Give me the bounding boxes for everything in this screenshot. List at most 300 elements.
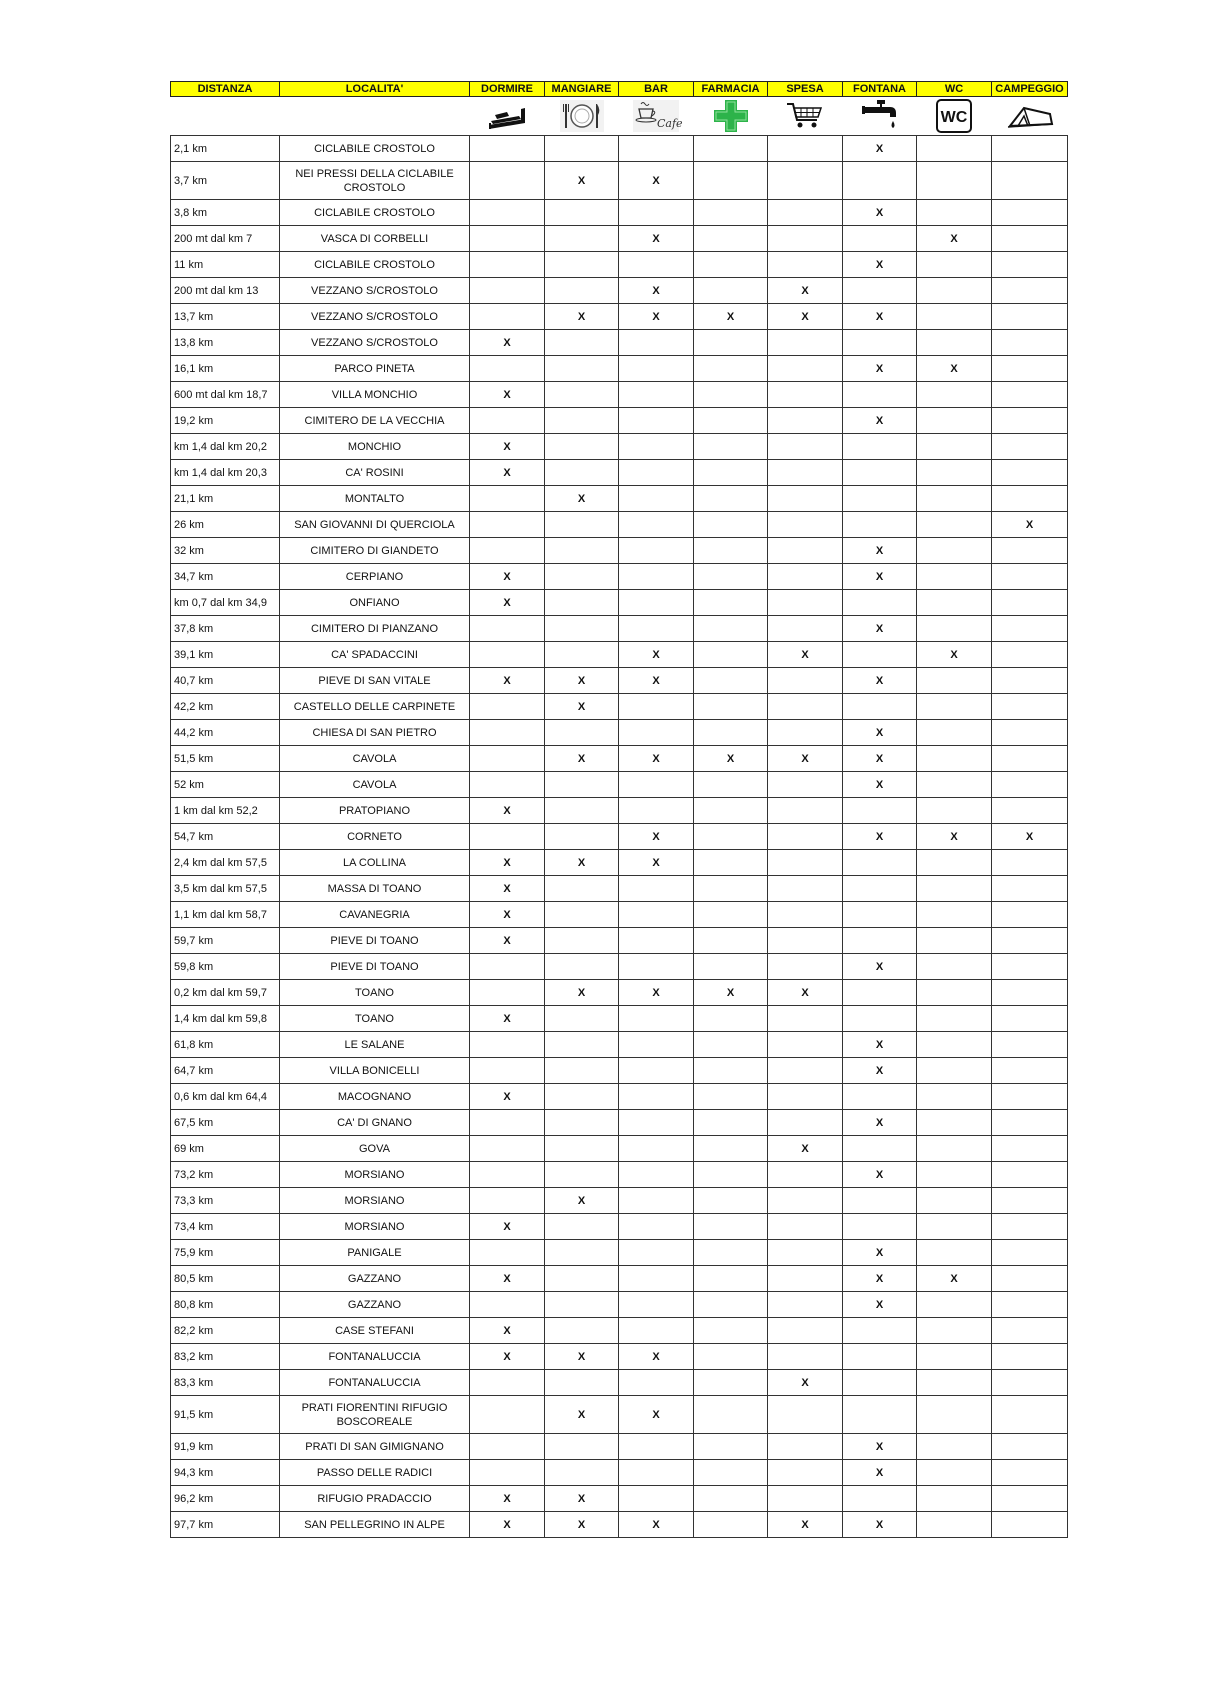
cell-spesa — [768, 382, 843, 408]
cell-localita: GOVA — [280, 1136, 470, 1162]
cell-mangiare: X — [545, 746, 619, 772]
cell-bar — [619, 1110, 694, 1136]
cell-wc — [917, 200, 992, 226]
cell-campeggio — [992, 1460, 1068, 1486]
cell-mangiare — [545, 876, 619, 902]
cell-dormire — [470, 538, 545, 564]
cell-campeggio — [992, 1032, 1068, 1058]
cell-dormire — [470, 954, 545, 980]
header-spesa: SPESA — [768, 82, 843, 97]
cell-dormire: X — [470, 668, 545, 694]
cell-spesa — [768, 538, 843, 564]
cell-farmacia — [694, 408, 768, 434]
cell-bar — [619, 1136, 694, 1162]
table-row — [171, 162, 1068, 200]
cell-distanza: 61,8 km — [171, 1032, 280, 1058]
cell-mangiare: X — [545, 850, 619, 876]
cell-mangiare: X — [545, 694, 619, 720]
cell-spesa — [768, 694, 843, 720]
table-row — [171, 1240, 1068, 1266]
cell-fontana — [843, 1318, 917, 1344]
table-row — [171, 772, 1068, 798]
cell-bar — [619, 434, 694, 460]
cell-localita: VEZZANO S/CROSTOLO — [280, 278, 470, 304]
table-row — [171, 1136, 1068, 1162]
cell-bar — [619, 1266, 694, 1292]
cell-spesa: X — [768, 1512, 843, 1538]
header-bar: BAR — [619, 82, 694, 97]
cell-spesa: X — [768, 746, 843, 772]
cell-spesa — [768, 590, 843, 616]
cell-fontana — [843, 486, 917, 512]
cell-localita: MORSIANO — [280, 1214, 470, 1240]
cell-farmacia — [694, 954, 768, 980]
table-body — [171, 136, 1068, 1538]
cell-bar — [619, 1486, 694, 1512]
table-row — [171, 1266, 1068, 1292]
water-tap-icon — [843, 97, 917, 136]
cell-dormire — [470, 824, 545, 850]
cell-mangiare — [545, 928, 619, 954]
cell-mangiare — [545, 1240, 619, 1266]
cell-dormire — [470, 1162, 545, 1188]
cell-localita: LE SALANE — [280, 1032, 470, 1058]
cell-distanza: 59,8 km — [171, 954, 280, 980]
cell-bar — [619, 512, 694, 538]
cell-localita: PRATOPIANO — [280, 798, 470, 824]
cell-wc: X — [917, 824, 992, 850]
cell-spesa — [768, 1006, 843, 1032]
cell-bar — [619, 1032, 694, 1058]
table-row — [171, 1396, 1068, 1434]
cell-spesa — [768, 512, 843, 538]
cell-wc: X — [917, 1266, 992, 1292]
table-row — [171, 824, 1068, 850]
cell-wc — [917, 1318, 992, 1344]
cell-spesa — [768, 616, 843, 642]
cell-spesa — [768, 876, 843, 902]
cell-bar — [619, 590, 694, 616]
cell-fontana: X — [843, 304, 917, 330]
cell-bar — [619, 252, 694, 278]
cell-fontana: X — [843, 772, 917, 798]
cell-bar — [619, 330, 694, 356]
cell-wc — [917, 1084, 992, 1110]
cell-localita: CASE STEFANI — [280, 1318, 470, 1344]
cell-bar — [619, 200, 694, 226]
header-fontana: FONTANA — [843, 82, 917, 97]
cell-farmacia — [694, 772, 768, 798]
cell-wc — [917, 746, 992, 772]
cell-campeggio — [992, 902, 1068, 928]
cell-farmacia — [694, 928, 768, 954]
cell-distanza: 82,2 km — [171, 1318, 280, 1344]
cell-farmacia — [694, 1032, 768, 1058]
cell-wc — [917, 1370, 992, 1396]
cell-distanza: 19,2 km — [171, 408, 280, 434]
cell-distanza: 51,5 km — [171, 746, 280, 772]
cell-campeggio — [992, 1110, 1068, 1136]
cell-fontana: X — [843, 954, 917, 980]
cell-spesa — [768, 330, 843, 356]
cell-dormire — [470, 1188, 545, 1214]
cell-farmacia — [694, 1344, 768, 1370]
cell-fontana — [843, 434, 917, 460]
cell-mangiare — [545, 798, 619, 824]
cell-campeggio — [992, 304, 1068, 330]
cell-localita: PANIGALE — [280, 1240, 470, 1266]
cell-localita: CA' SPADACCINI — [280, 642, 470, 668]
cell-wc — [917, 434, 992, 460]
cell-distanza: 96,2 km — [171, 1486, 280, 1512]
cell-bar — [619, 1214, 694, 1240]
cell-wc — [917, 798, 992, 824]
cell-distanza: 91,9 km — [171, 1434, 280, 1460]
cell-wc — [917, 1006, 992, 1032]
cell-fontana: X — [843, 252, 917, 278]
cell-wc — [917, 1292, 992, 1318]
cell-fontana — [843, 876, 917, 902]
table-row — [171, 1434, 1068, 1460]
cell-mangiare — [545, 382, 619, 408]
cell-farmacia — [694, 330, 768, 356]
cell-dormire: X — [470, 330, 545, 356]
cell-dormire — [470, 252, 545, 278]
cell-bar — [619, 616, 694, 642]
cell-bar: X — [619, 304, 694, 330]
cell-bar — [619, 1162, 694, 1188]
cell-dormire — [470, 278, 545, 304]
cell-wc — [917, 928, 992, 954]
cell-mangiare — [545, 564, 619, 590]
cell-bar: X — [619, 1344, 694, 1370]
cell-localita: CICLABILE CROSTOLO — [280, 136, 470, 162]
header-row — [171, 82, 1068, 97]
cell-spesa: X — [768, 278, 843, 304]
cell-campeggio — [992, 278, 1068, 304]
cell-bar: X — [619, 746, 694, 772]
cell-fontana: X — [843, 538, 917, 564]
cell-wc — [917, 538, 992, 564]
cell-mangiare — [545, 226, 619, 252]
header-campeggio: CAMPEGGIO — [992, 82, 1068, 97]
cell-localita: VEZZANO S/CROSTOLO — [280, 304, 470, 330]
cell-localita: CERPIANO — [280, 564, 470, 590]
cell-farmacia — [694, 434, 768, 460]
cell-localita: CAVOLA — [280, 772, 470, 798]
cell-mangiare — [545, 1266, 619, 1292]
cell-farmacia — [694, 694, 768, 720]
cell-spesa — [768, 1486, 843, 1512]
cell-campeggio — [992, 1006, 1068, 1032]
cell-fontana: X — [843, 356, 917, 382]
cell-farmacia: X — [694, 746, 768, 772]
cell-localita: MONTALTO — [280, 486, 470, 512]
cell-fontana — [843, 798, 917, 824]
cell-wc — [917, 1188, 992, 1214]
cell-localita: MORSIANO — [280, 1188, 470, 1214]
cell-fontana — [843, 382, 917, 408]
cell-dormire — [470, 720, 545, 746]
cell-distanza: 32 km — [171, 538, 280, 564]
cell-distanza: 39,1 km — [171, 642, 280, 668]
cell-campeggio — [992, 538, 1068, 564]
cell-distanza: 80,5 km — [171, 1266, 280, 1292]
cell-spesa — [768, 1266, 843, 1292]
cell-dormire — [470, 1434, 545, 1460]
cell-spesa — [768, 954, 843, 980]
cell-localita: MACOGNANO — [280, 1084, 470, 1110]
cell-wc — [917, 876, 992, 902]
cell-bar: X — [619, 1396, 694, 1434]
cell-dormire: X — [470, 1318, 545, 1344]
cell-farmacia — [694, 1084, 768, 1110]
cell-wc: X — [917, 642, 992, 668]
cell-mangiare: X — [545, 668, 619, 694]
table-row — [171, 408, 1068, 434]
table-row — [171, 850, 1068, 876]
cell-spesa — [768, 850, 843, 876]
cell-campeggio — [992, 590, 1068, 616]
cell-farmacia — [694, 226, 768, 252]
cell-wc — [917, 980, 992, 1006]
cell-wc — [917, 1486, 992, 1512]
cell-distanza: 97,7 km — [171, 1512, 280, 1538]
cell-spesa — [768, 1344, 843, 1370]
cell-farmacia — [694, 824, 768, 850]
cell-wc — [917, 850, 992, 876]
cell-dormire: X — [470, 1214, 545, 1240]
cell-wc — [917, 1460, 992, 1486]
table-row — [171, 1370, 1068, 1396]
cell-spesa — [768, 252, 843, 278]
cell-distanza: 0,2 km dal km 59,7 — [171, 980, 280, 1006]
cell-wc — [917, 408, 992, 434]
cell-dormire — [470, 1370, 545, 1396]
cell-localita: PRATI FIORENTINI RIFUGIO BOSCOREALE — [280, 1396, 470, 1434]
cell-fontana: X — [843, 1512, 917, 1538]
cell-farmacia — [694, 1162, 768, 1188]
cell-farmacia — [694, 1396, 768, 1434]
cell-distanza: 83,2 km — [171, 1344, 280, 1370]
cell-fontana — [843, 1486, 917, 1512]
table-row — [171, 434, 1068, 460]
cell-fontana: X — [843, 1110, 917, 1136]
cell-distanza: 64,7 km — [171, 1058, 280, 1084]
cell-spesa — [768, 434, 843, 460]
cell-farmacia — [694, 720, 768, 746]
table-row — [171, 564, 1068, 590]
cell-campeggio — [992, 772, 1068, 798]
table-row — [171, 1512, 1068, 1538]
cell-dormire — [470, 408, 545, 434]
cell-bar — [619, 1006, 694, 1032]
cell-localita: VEZZANO S/CROSTOLO — [280, 330, 470, 356]
cell-wc — [917, 616, 992, 642]
cell-bar — [619, 1434, 694, 1460]
cell-distanza: 200 mt dal km 13 — [171, 278, 280, 304]
cell-wc — [917, 1058, 992, 1084]
table-row — [171, 720, 1068, 746]
cell-localita: CIMITERO DE LA VECCHIA — [280, 408, 470, 434]
cell-campeggio — [992, 1370, 1068, 1396]
table-row — [171, 1188, 1068, 1214]
cell-campeggio — [992, 1240, 1068, 1266]
cell-spesa — [768, 798, 843, 824]
cell-dormire — [470, 642, 545, 668]
cell-spesa — [768, 1188, 843, 1214]
cell-mangiare — [545, 1162, 619, 1188]
cell-dormire: X — [470, 902, 545, 928]
cell-distanza: 42,2 km — [171, 694, 280, 720]
cell-wc — [917, 902, 992, 928]
cell-spesa — [768, 356, 843, 382]
cell-localita: CHIESA DI SAN PIETRO — [280, 720, 470, 746]
cell-bar — [619, 694, 694, 720]
table-row — [171, 1058, 1068, 1084]
cell-farmacia — [694, 356, 768, 382]
cell-dormire: X — [470, 434, 545, 460]
table-row — [171, 460, 1068, 486]
cell-mangiare: X — [545, 1344, 619, 1370]
cell-campeggio — [992, 1512, 1068, 1538]
cell-mangiare — [545, 1460, 619, 1486]
table-row — [171, 694, 1068, 720]
cell-fontana: X — [843, 1058, 917, 1084]
icon-blank — [280, 97, 470, 136]
cell-distanza: 59,7 km — [171, 928, 280, 954]
cell-mangiare — [545, 460, 619, 486]
cell-localita: PIEVE DI SAN VITALE — [280, 668, 470, 694]
cell-localita: TOANO — [280, 1006, 470, 1032]
cell-wc — [917, 694, 992, 720]
cell-distanza: 600 mt dal km 18,7 — [171, 382, 280, 408]
cell-campeggio — [992, 200, 1068, 226]
cell-distanza: 83,3 km — [171, 1370, 280, 1396]
cell-distanza: 73,2 km — [171, 1162, 280, 1188]
cell-campeggio — [992, 954, 1068, 980]
cell-distanza: 3,7 km — [171, 162, 280, 200]
table-row — [171, 1110, 1068, 1136]
cell-farmacia — [694, 162, 768, 200]
cell-campeggio — [992, 876, 1068, 902]
cell-distanza: 21,1 km — [171, 486, 280, 512]
cell-campeggio — [992, 720, 1068, 746]
cell-mangiare — [545, 252, 619, 278]
cell-distanza: 200 mt dal km 7 — [171, 226, 280, 252]
cell-wc — [917, 1214, 992, 1240]
cell-wc — [917, 486, 992, 512]
cell-localita: PIEVE DI TOANO — [280, 928, 470, 954]
cell-spesa — [768, 1460, 843, 1486]
cell-distanza: 0,6 km dal km 64,4 — [171, 1084, 280, 1110]
header-farmacia: FARMACIA — [694, 82, 768, 97]
cell-fontana — [843, 460, 917, 486]
cell-distanza: 73,4 km — [171, 1214, 280, 1240]
cell-localita: TOANO — [280, 980, 470, 1006]
cell-spesa — [768, 772, 843, 798]
cell-bar: X — [619, 824, 694, 850]
cell-distanza: 91,5 km — [171, 1396, 280, 1434]
table-row — [171, 642, 1068, 668]
cell-mangiare — [545, 1370, 619, 1396]
header-distanza: DISTANZA — [171, 82, 280, 97]
cell-spesa — [768, 720, 843, 746]
cell-dormire: X — [470, 1512, 545, 1538]
cell-campeggio — [992, 330, 1068, 356]
cell-mangiare: X — [545, 162, 619, 200]
cell-dormire — [470, 200, 545, 226]
cell-mangiare — [545, 1084, 619, 1110]
cell-distanza: 16,1 km — [171, 356, 280, 382]
cell-localita: FONTANALUCCIA — [280, 1370, 470, 1396]
cell-fontana: X — [843, 564, 917, 590]
header-wc: WC — [917, 82, 992, 97]
icon-row — [171, 97, 1068, 136]
cell-mangiare — [545, 434, 619, 460]
cell-farmacia — [694, 1110, 768, 1136]
cell-dormire — [470, 1032, 545, 1058]
cell-distanza: 75,9 km — [171, 1240, 280, 1266]
cell-fontana: X — [843, 136, 917, 162]
coffee-cup-icon — [619, 97, 694, 136]
cell-campeggio — [992, 1318, 1068, 1344]
cell-mangiare — [545, 720, 619, 746]
cell-farmacia — [694, 1292, 768, 1318]
cell-fontana: X — [843, 200, 917, 226]
cell-distanza: 67,5 km — [171, 1110, 280, 1136]
cell-fontana: X — [843, 1240, 917, 1266]
cell-distanza: 80,8 km — [171, 1292, 280, 1318]
cell-dormire: X — [470, 564, 545, 590]
cell-farmacia — [694, 876, 768, 902]
cell-fontana: X — [843, 1162, 917, 1188]
table-row — [171, 746, 1068, 772]
cell-fontana: X — [843, 824, 917, 850]
cell-mangiare: X — [545, 1486, 619, 1512]
table-row — [171, 1318, 1068, 1344]
table-row — [171, 1006, 1068, 1032]
cell-spesa — [768, 1318, 843, 1344]
cell-spesa — [768, 1434, 843, 1460]
cell-spesa: X — [768, 980, 843, 1006]
cell-farmacia — [694, 1058, 768, 1084]
cell-bar: X — [619, 850, 694, 876]
cell-farmacia — [694, 1460, 768, 1486]
cell-wc — [917, 304, 992, 330]
cell-campeggio — [992, 1136, 1068, 1162]
cell-dormire — [470, 772, 545, 798]
table-row — [171, 1292, 1068, 1318]
table-row — [171, 356, 1068, 382]
cell-localita: VASCA DI CORBELLI — [280, 226, 470, 252]
cell-wc — [917, 590, 992, 616]
cell-dormire — [470, 1058, 545, 1084]
cell-farmacia — [694, 1136, 768, 1162]
cell-farmacia — [694, 1214, 768, 1240]
table-row — [171, 226, 1068, 252]
cell-distanza: km 0,7 dal km 34,9 — [171, 590, 280, 616]
cell-campeggio — [992, 408, 1068, 434]
cell-fontana: X — [843, 1266, 917, 1292]
cell-farmacia — [694, 1434, 768, 1460]
table-row — [171, 136, 1068, 162]
cell-bar — [619, 460, 694, 486]
cell-campeggio — [992, 486, 1068, 512]
cell-dormire: X — [470, 1084, 545, 1110]
cell-dormire: X — [470, 382, 545, 408]
cell-spesa — [768, 1396, 843, 1434]
